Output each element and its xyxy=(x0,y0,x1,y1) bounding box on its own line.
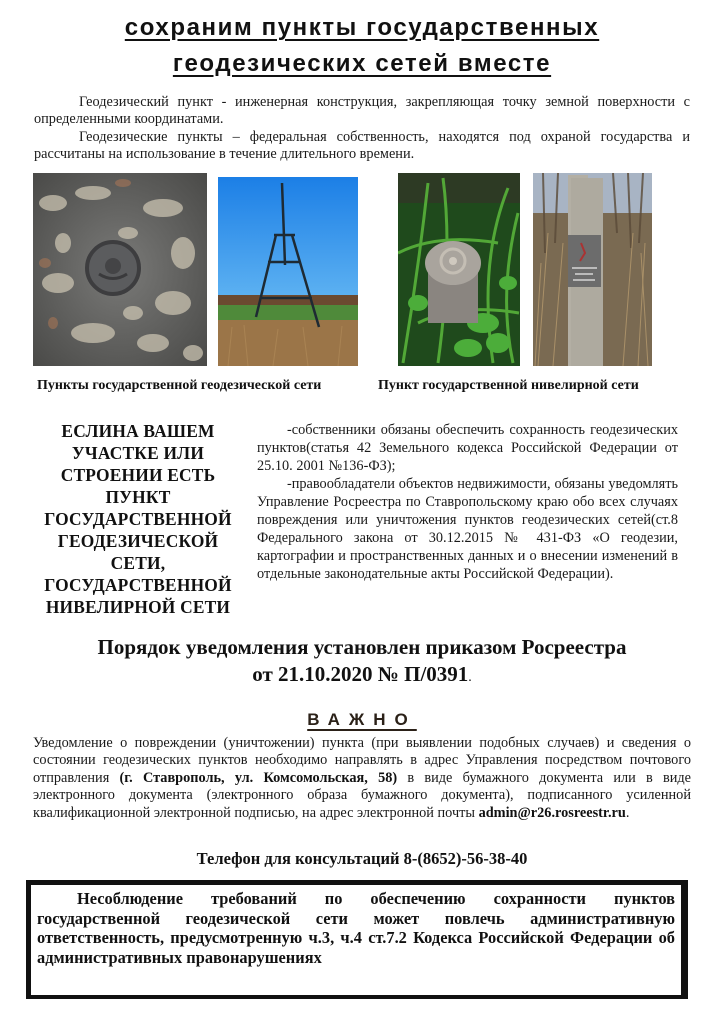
heading-line: СЕТИ, xyxy=(110,553,166,573)
photo-leveling-benchmark-grass xyxy=(398,173,520,366)
if-on-your-property-heading xyxy=(33,420,243,618)
order-line-1: Порядок уведомления установлен приказом Росреестра xyxy=(97,635,627,659)
heading-line: ГЕОДЕЗИЧЕСКОЙ xyxy=(57,531,219,551)
obligations-text xyxy=(257,421,678,583)
notice-end: . xyxy=(625,804,630,821)
order-number: от 21.10.2020 № П/0391 xyxy=(252,662,469,686)
heading-line: НИВЕЛИРНОЙ СЕТИ xyxy=(45,597,231,617)
page-title-line-2 xyxy=(0,50,724,78)
email-address: admin@r26.rosreestr.ru xyxy=(478,804,626,821)
liability-warning-box xyxy=(26,880,688,999)
photo-geodetic-signal-tower xyxy=(218,177,358,366)
title-text-2: геодезических сетей вместе xyxy=(172,50,552,77)
page-title-line-1 xyxy=(0,14,724,42)
caption-leveling-network: Пункт государственной нивелирной сети xyxy=(378,378,639,393)
order-statement xyxy=(0,634,724,691)
heading-line: ГОСУДАРСТВЕННОЙ xyxy=(44,509,232,529)
liability-warning-text: Несоблюдение требований по обеспечению сохранности пунктов государственной геодезической сети может повлечь административную ответственность, предусмотренную ч.3, ч.4 ст.7.2 Кодекса Российской Федерации об административных правонарушениях xyxy=(37,889,675,967)
heading-line: ГОСУДАРСТВЕННОЙ xyxy=(44,575,232,595)
heading-line: СТРОЕНИИ ЕСТЬ xyxy=(60,465,216,485)
important-heading xyxy=(0,710,724,730)
heading-line: ЕСЛИНА ВАШЕМ xyxy=(61,421,215,441)
heading-line: ПУНКТ xyxy=(105,487,171,507)
notice-text-2: в виде бумажного документа или в виде электронного документа (электронного образа бумажного документа), подписанного усиленной квалификационной электронной подписью, на адрес электронной почты xyxy=(33,769,691,821)
mailing-address: (г. Ставрополь, ул. Комсомольская, 58) xyxy=(119,769,398,786)
heading-line: УЧАСТКЕ ИЛИ xyxy=(71,443,205,463)
obligation-owners: -собственники обязаны обеспечить сохранность геодезических пунктов(статья 42 Земельного кодекса Российской Федерации от 25.10. 2001 №136-ФЗ); xyxy=(257,422,678,474)
obligation-rights-holders: -правообладатели объектов недвижимости, обязаны уведомлять Управление Росреестра по Ставропольскому краю обо всех случаях повреждения или уничтожения пунктов геодезических сетей(ст.8 Федерального закона от 30.12.2015 № 431-ФЗ «О геодезии, картографии и пространственных данных и о внесении изменений в отдельные законодательные акты Российской Федерации). xyxy=(257,476,678,582)
order-line-2 xyxy=(0,661,724,691)
photo-leveling-pillar-plate xyxy=(533,173,652,366)
consultation-phone: Телефон для консультаций 8-(8652)-56-38-40 xyxy=(196,849,528,868)
photo-geodetic-mark-stone xyxy=(33,173,207,366)
important-label: ВАЖНО xyxy=(307,710,417,729)
caption-geodetic-network: Пункты государственной геодезической сети xyxy=(37,378,322,393)
order-trailing-dot: . xyxy=(468,670,472,685)
intro-paragraph-2: Геодезические пункты – федеральная собственность, находятся под охраной государства и рассчитаны на использование в течение длительного времени. xyxy=(34,129,690,162)
title-text-1: сохраним пункты государственных xyxy=(124,14,600,41)
notice-text-1: Уведомление о повреждении (уничтожении) пункта (при выявлении подобных случаев) и сведения о состоянии геодезических пунктов необходимо направлять в адрес Управления посредством почтового отправления xyxy=(33,735,691,786)
intro-paragraph-1: Геодезический пункт - инженерная конструкция, закрепляющая точку земной поверхности с определенными координатами. xyxy=(34,94,690,127)
notice-paragraph xyxy=(33,735,691,822)
